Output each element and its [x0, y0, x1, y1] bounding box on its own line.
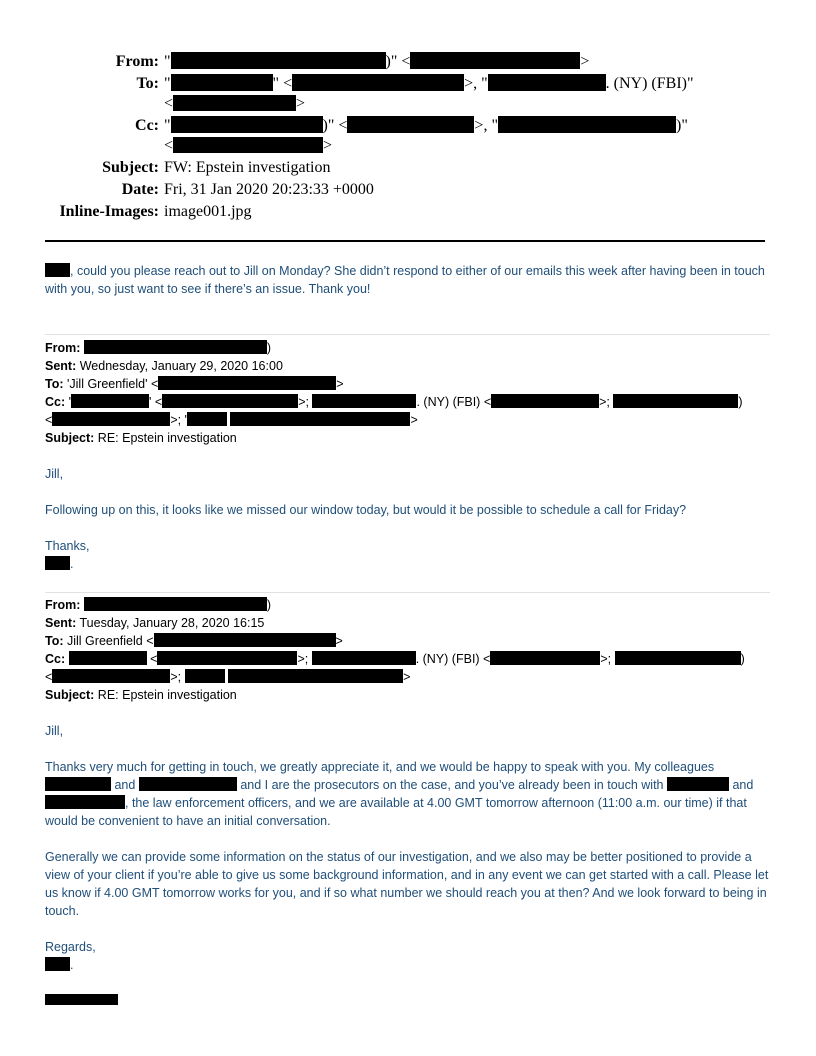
header-subject-row — [0, 157, 816, 179]
redaction — [158, 376, 336, 390]
redaction — [139, 777, 237, 791]
redaction — [157, 651, 297, 665]
email2-paragraph-2: Generally we can provide some information on the status of our investigation, and we also may be better positioned to provide a view of your client if you’re able to give us some background information, and in any event we can get started with a call. Please let us know if 4.00 GMT tomorrow works for you, and if so what number we should reach you at then? And we look forward to being in touch. — [45, 850, 769, 918]
redaction — [498, 116, 676, 133]
redaction — [185, 669, 225, 683]
subject-value: FW: Epstein investigation — [164, 159, 331, 176]
redaction — [154, 633, 336, 647]
message-separator — [45, 592, 770, 593]
email2-signature: . — [45, 956, 775, 974]
redaction — [173, 137, 323, 153]
email1-greeting: Jill, — [45, 467, 64, 481]
redaction — [312, 651, 416, 665]
email1-thanks: Thanks, — [45, 539, 90, 553]
header-from-row: From: " )" < > — [0, 51, 816, 73]
cc-label: Cc: — [135, 117, 159, 134]
redaction — [410, 52, 580, 69]
redaction — [52, 412, 170, 426]
redaction — [292, 74, 464, 91]
redaction — [490, 651, 600, 665]
redaction — [613, 394, 738, 408]
redaction — [69, 651, 147, 665]
top-message: , could you please reach out to Jill on Monday? She didn’t respond to either of our emails this week after having been in touch with you, so just want to see if there’s an issue. Thank you! — [45, 264, 765, 296]
inline-images-value: image001.jpg — [164, 203, 252, 220]
redaction — [187, 412, 227, 426]
redaction — [45, 556, 70, 570]
date-value: Fri, 31 Jan 2020 20:23:33 +0000 — [164, 181, 374, 198]
email2-greeting: Jill, — [45, 724, 64, 738]
email2-paragraph-1: Thanks very much for getting in touch, we greatly appreciate it, and we would be happy to speak with you. My colleagues and and I are the prosecutors on the case, and you’ve already been in touch with and , the law enforcement officers, and we are available at 4.00 GMT tomorrow afternoon (11:00 a.m. our time) if that would be convenient to have an initial conversation. — [45, 760, 754, 828]
date-label: Date: — [121, 181, 159, 198]
redaction — [228, 669, 403, 683]
header-to-row: To: " " < >, " . (NY) (FBI)" — [0, 73, 816, 95]
redaction — [491, 394, 599, 408]
email-header — [0, 51, 816, 223]
redaction — [667, 777, 729, 791]
from-label: From: — [115, 53, 159, 70]
redaction — [84, 340, 267, 354]
redaction — [347, 116, 474, 133]
message-separator — [45, 334, 770, 335]
header-cc-continuation: < > — [164, 137, 333, 154]
header-images-row — [0, 201, 816, 223]
redaction — [171, 52, 386, 69]
redaction — [171, 74, 273, 91]
email1-signature: . — [45, 555, 775, 573]
redaction — [84, 597, 267, 611]
to-label: To: — [136, 75, 159, 92]
redaction — [45, 263, 70, 277]
redaction — [173, 95, 296, 111]
email1-body: Following up on this, it looks like we missed our window today, but would it be possible to schedule a call for Friday? — [45, 503, 687, 517]
email2-header: From: ) Sent: Tuesday, January 28, 2020 16:15 To: Jill Greenfield < > Cc: < >; . (NY) (FBI) < >; ) < >; > Subject: RE: Epstein investigation — [45, 598, 745, 702]
header-date-row — [0, 179, 816, 201]
redaction — [312, 394, 416, 408]
redaction — [615, 651, 741, 665]
redaction — [52, 669, 170, 683]
redaction — [45, 795, 125, 809]
redaction — [162, 394, 298, 408]
redaction — [45, 957, 70, 971]
redaction — [230, 412, 410, 426]
redaction — [488, 74, 606, 91]
signature-redaction — [45, 994, 118, 1005]
header-divider — [45, 240, 765, 242]
header-to-continuation: < > — [164, 95, 306, 112]
redaction — [45, 777, 111, 791]
email1-header: From: ) Sent: Wednesday, January 29, 2020 16:00 To: 'Jill Greenfield' < > Cc: ' ' < >; . (NY) (FBI) < >; ) < >; ' > Subject: RE: Epstein investigation — [45, 341, 743, 445]
redaction — [71, 394, 149, 408]
email2-regards: Regards, — [45, 940, 96, 954]
header-cc-row: Cc: " )" < >, " )" — [0, 115, 816, 137]
subject-label: Subject: — [102, 159, 159, 176]
redaction — [171, 116, 323, 133]
inline-images-label: Inline-Images: — [59, 203, 159, 220]
